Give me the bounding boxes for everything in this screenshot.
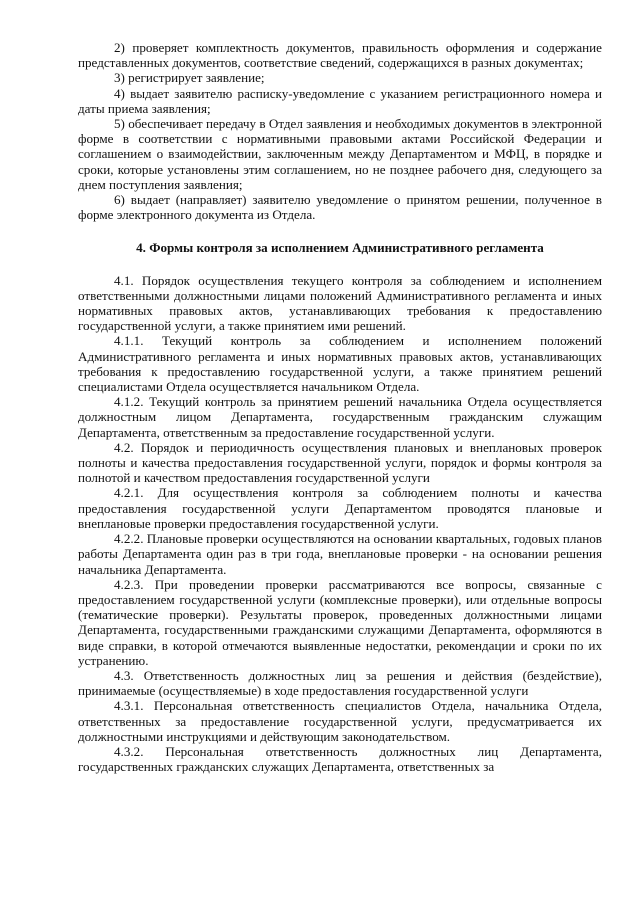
paragraph-4-2: 4.2. Порядок и периодичность осуществления плановых и внеплановых проверок полноты и качества предоставления государственной услуги, порядок и формы контроля за полнотой и качеством предоставления государственной услуги	[78, 439, 602, 486]
paragraph-item-2: 2) проверяет комплектность документов, правильность оформления и содержание представленных документов, соответствие сведений, содержащихся в разных документах;	[78, 40, 602, 71]
paragraph-4-2-1: 4.2.1. Для осуществления контроля за соблюдением полноты и качества предоставления государственной услуги Департаментом проводятся плановые и внеплановые проверки предоставления государственной услуги.	[78, 485, 602, 531]
paragraph-4-1-1: 4.1.1. Текущий контроль за соблюдением и исполнением положений Административного регламента и иных нормативных правовых актов, устанавливающих требования к предоставлению государственной услуги, а также принятием решений специалистами Отдела осуществляется начальником Отдела.	[78, 333, 602, 395]
paragraph-4-1: 4.1. Порядок осуществления текущего контроля за соблюдением и исполнением ответственными должностными лицами положений Административного регламента и иных нормативных правовых актов, устанавливающих требования к предоставлению государственной услуги, а также принятием ими решений.	[78, 272, 602, 334]
paragraph-item-4: 4) выдает заявителю расписку-уведомление с указанием регистрационного номера и даты приема заявления;	[78, 85, 602, 116]
paragraph-4-1-2: 4.1.2. Текущий контроль за принятием решений начальника Отдела осуществляется должностным лицом Департамента, государственным гражданским служащим Департамента, ответственным за предоставление государственной услуги.	[78, 394, 602, 440]
section-heading: 4. Формы контроля за исполнением Административного регламента	[136, 240, 544, 256]
paragraph-4-3: 4.3. Ответственность должностных лиц за решения и действия (бездействие), принимаемые (осуществляемые) в ходе предоставления государственной услуги	[78, 667, 602, 699]
document-page	[78, 40, 602, 774]
paragraph-4-3-2: 4.3.2. Персональная ответственность должностных лиц Департамента, государственных гражданских служащих Департамента, ответственных за	[78, 743, 602, 775]
paragraph-item-5: 5) обеспечивает передачу в Отдел заявления и необходимых документов в электронной форме в соответствии с нормативными правовыми актами Российской Федерации и соглашением о взаимодействии, заключенным между Департаментом и МФЦ, в порядке и сроки, которые установлены этим соглашением, но не позднее рабочего дня, следующего за днем поступления заявления;	[78, 116, 602, 192]
paragraph-item-3: 3) регистрирует заявление;	[114, 70, 265, 86]
paragraph-4-2-3: 4.2.3. При проведении проверки рассматриваются все вопросы, связанные с предоставлением государственной услуги (комплексные проверки), или отдельные вопросы (тематические проверки). Результаты проверок, проведенных должностными лицами Департамента, государственными гражданскими служащими Департамента, оформляются в виде справки, в которой отмечаются выявленные недостатки, рекомендации и сроки по их устранению.	[78, 576, 602, 668]
paragraph-4-3-1: 4.3.1. Персональная ответственность специалистов Отдела, начальника Отдела, ответственных за предоставление государственной услуги, предусматривается их должностными инструкциями и действующим законодательством.	[78, 698, 602, 744]
paragraph-item-6: 6) выдает (направляет) заявителю уведомление о принятом решении, полученное в форме электронного документа из Отдела.	[78, 192, 602, 223]
paragraph-4-2-2: 4.2.2. Плановые проверки осуществляются на основании квартальных, годовых планов работы Департамента один раз в три года, внеплановые проверки - на основании решения начальника Департамента.	[78, 531, 602, 577]
